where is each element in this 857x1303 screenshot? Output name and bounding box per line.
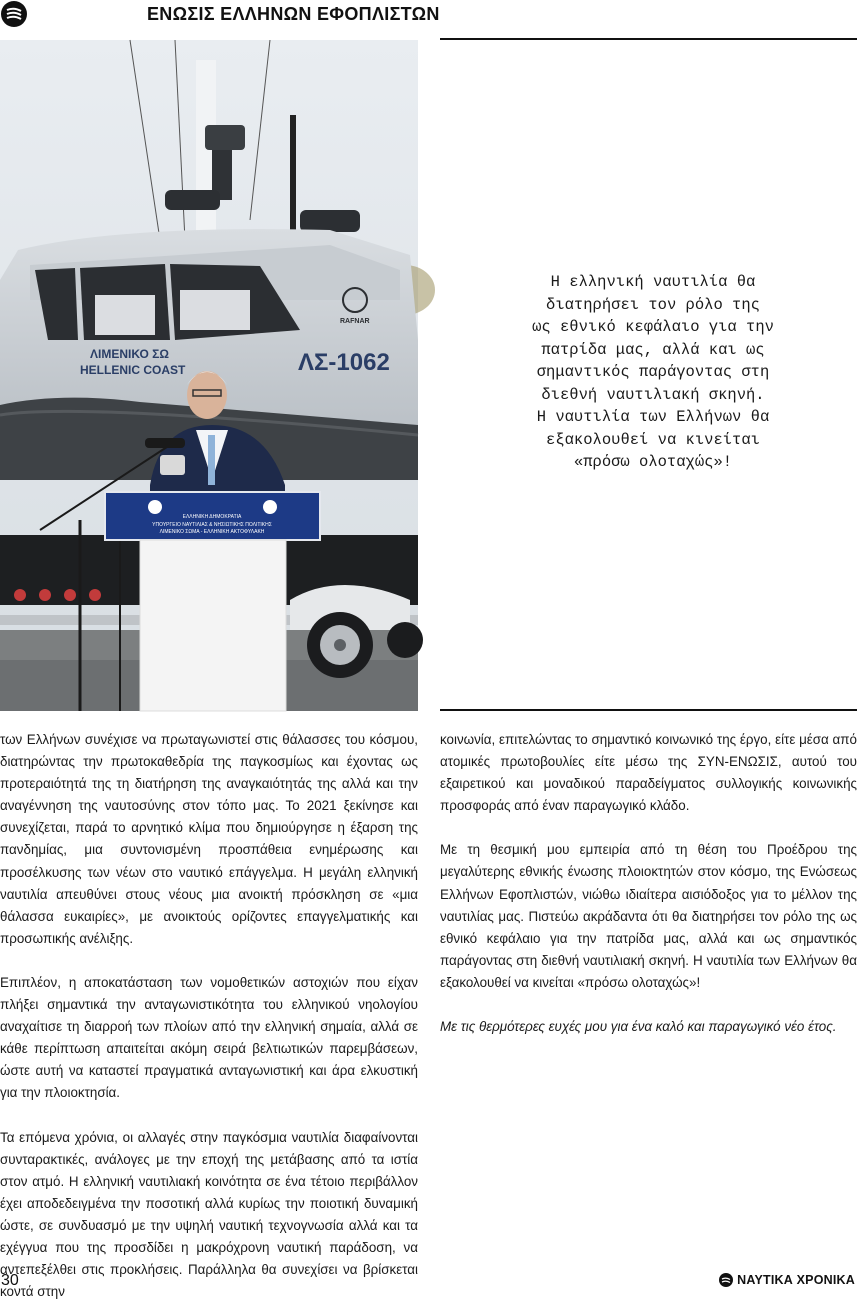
body-paragraph: Επιπλέον, η αποκατάσταση των νομοθετικών αστοχιών που είχαν πλήξει σημαντικά την ανταγωνιστικότητα του ελληνικού νηολογίου αναχαίτισε τη διαρροή των πλοίων από την ελληνική σημαία, αλλά σε κάθε περίπτωση απαιτείται ακόμη σειρά βελτιωτικών παρεμβάσεων, ώστε αυτή να καταστεί πραγματικά ανταγωνιστική και άρα ελκυστική για την πλοιοκτησία. bbox=[0, 972, 418, 1105]
pull-quote-line: Η ναυτιλία των Ελλήνων θα bbox=[488, 406, 818, 429]
press-conference-photo bbox=[0, 40, 418, 711]
boat-number: ΛΣ-1062 bbox=[298, 349, 390, 376]
podium-line-2: ΥΠΟΥΡΓΕΙΟ ΝΑΥΤΙΛΙΑΣ & ΝΗΣΙΩΤΙΚΗΣ ΠΟΛΙΤΙΚΗΣ bbox=[152, 522, 272, 528]
footer-brand bbox=[719, 1273, 855, 1287]
pull-quote-line: σημαντικός παράγοντας στη bbox=[488, 361, 818, 384]
pull-quote-line: ως εθνικό κεφάλαιο για την bbox=[488, 316, 818, 339]
boat-name-english: HELLENIC COAST bbox=[80, 363, 186, 377]
pull-quote bbox=[488, 271, 818, 474]
header-title: ΕΝΩΣΙΣ ΕΛΛΗΝΩΝ ΕΦΟΠΛΙΣΤΩΝ bbox=[147, 4, 440, 25]
body-paragraph: Με τη θεσμική μου εμπειρία από τη θέση του Προέδρου της μεγαλύτερης εθνικής ένωσης πλοιοκτητών στον κόσμο, της Ενώσεως Ελλήνων Εφοπλιστών, νιώθω ιδιαίτερα αισιόδοξος για το μέλλον της ναυτιλίας μας. Πιστεύω ακράδαντα ότι θα διατηρήσει τον ρόλο της ως εθνικό κεφάλαιο για την πατρίδα μας, αλλά και ως σημαντικός παράγοντας στη διεθνή ναυτιλιακή σκηνή. Η ναυτιλία των Ελλήνων θα εξακολουθεί να κινείται «πρόσω ολοταχώς»! bbox=[440, 839, 857, 994]
column-divider bbox=[440, 709, 857, 711]
boat-brand: RAFNAR bbox=[340, 318, 370, 325]
pull-quote-line: Η ελληνική ναυτιλία θα bbox=[488, 271, 818, 294]
pull-quote-line: «πρόσω ολοταχώς»! bbox=[488, 451, 818, 474]
body-paragraph: Τα επόμενα χρόνια, οι αλλαγές στην παγκόσμια ναυτιλία διαφαίνονται συνταρακτικές, ανάλογες με την εποχή της μετάβασης από τα ιστία στον ατμό. Η ελληνική ναυτιλιακή κοινότητα σε ένα τέτοιο περιβάλλον έχει αποδεδειγμένα την ποσοτική αλλά κυρίως την ποιοτική δυναμική ώστε, σε συνδυασμό με την υψηλή ναυτική τεχνογνωσία αλλά και τα εχέγγυα που της προσδίδει η μακρόχρονη ναυτική παράδοση, να αντεπεξέλθει στις προκλήσεις. Παράλληλα θα συνεχίσει να βρίσκεται κοντά στην bbox=[0, 1127, 418, 1303]
wave-circle-icon bbox=[1, 1, 27, 27]
pull-quote-line: διεθνή ναυτιλιακή σκηνή. bbox=[488, 384, 818, 407]
podium-line-3: ΛΙΜΕΝΙΚΟ ΣΩΜΑ - ΕΛΛΗΝΙΚΗ ΑΚΤΟΦΥΛΑΚΗ bbox=[160, 529, 265, 535]
podium-line-1: ΕΛΛΗΝΙΚΗ ΔΗΜΟΚΡΑΤΙΑ bbox=[183, 514, 242, 520]
pull-quote-line: εξακολουθεί να κινείται bbox=[488, 429, 818, 452]
footer-brand-name: ΝΑΥΤΙΚΑ ΧΡΟΝΙΚΑ bbox=[737, 1273, 855, 1287]
top-divider bbox=[440, 38, 857, 40]
left-column bbox=[0, 729, 418, 1303]
pull-quote-line: διατηρήσει τον ρόλο της bbox=[488, 294, 818, 317]
right-column bbox=[440, 729, 857, 1038]
closing-wishes: Με τις θερμότερες ευχές μου για ένα καλό και παραγωγικό νέο έτος. bbox=[440, 1016, 857, 1038]
boat-name-greek: ΛΙΜΕΝΙΚΟ ΣΩ bbox=[90, 347, 169, 361]
wave-circle-icon bbox=[719, 1273, 733, 1287]
body-paragraph: των Ελλήνων συνέχισε να πρωταγωνιστεί στις θάλασσες του κόσμου, διατηρώντας την πρωτοκαθεδρία της παγκοσμίως και έχοντας ως προτεραιότητά της τη διατήρηση της αναγκαιότητάς της αλλά και την αναγέννηση της ναυτοσύνης στον τόπο μας. Το 2021 ξεκίνησε και συνεχίζεται, παρά το αρνητικό κλίμα που δημιούργησε η έξαρση της πανδημίας, μια συντονισμένη προσπάθεια ενημέρωσης και προσέλκυσης των νέων στο ναυτικό επάγγελμα. Η μεγάλη ελληνική ναυτιλία απευθύνει στους νέους μια ανοικτή πρόσκληση σε «μια θάλασσα ευκαιρίες», με ανοικτούς ορίζοντες επαγγελματικής και προσωπικής ανέλιξης. bbox=[0, 729, 418, 950]
body-paragraph: κοινωνία, επιτελώντας το σημαντικό κοινωνικό της έργο, είτε μέσα από ατομικές πρωτοβουλίες είτε μέσω της ΣΥΝ-ΕΝΩΣΙΣ, αυτού του εξαιρετικού και μοναδικού παραδείγματος συλλογικής κοινωνικής προσφοράς από έναν παραγωγικό κλάδο. bbox=[440, 729, 857, 817]
pull-quote-line: πατρίδα μας, αλλά και ως bbox=[488, 339, 818, 362]
page-number: 30 bbox=[1, 1272, 19, 1290]
